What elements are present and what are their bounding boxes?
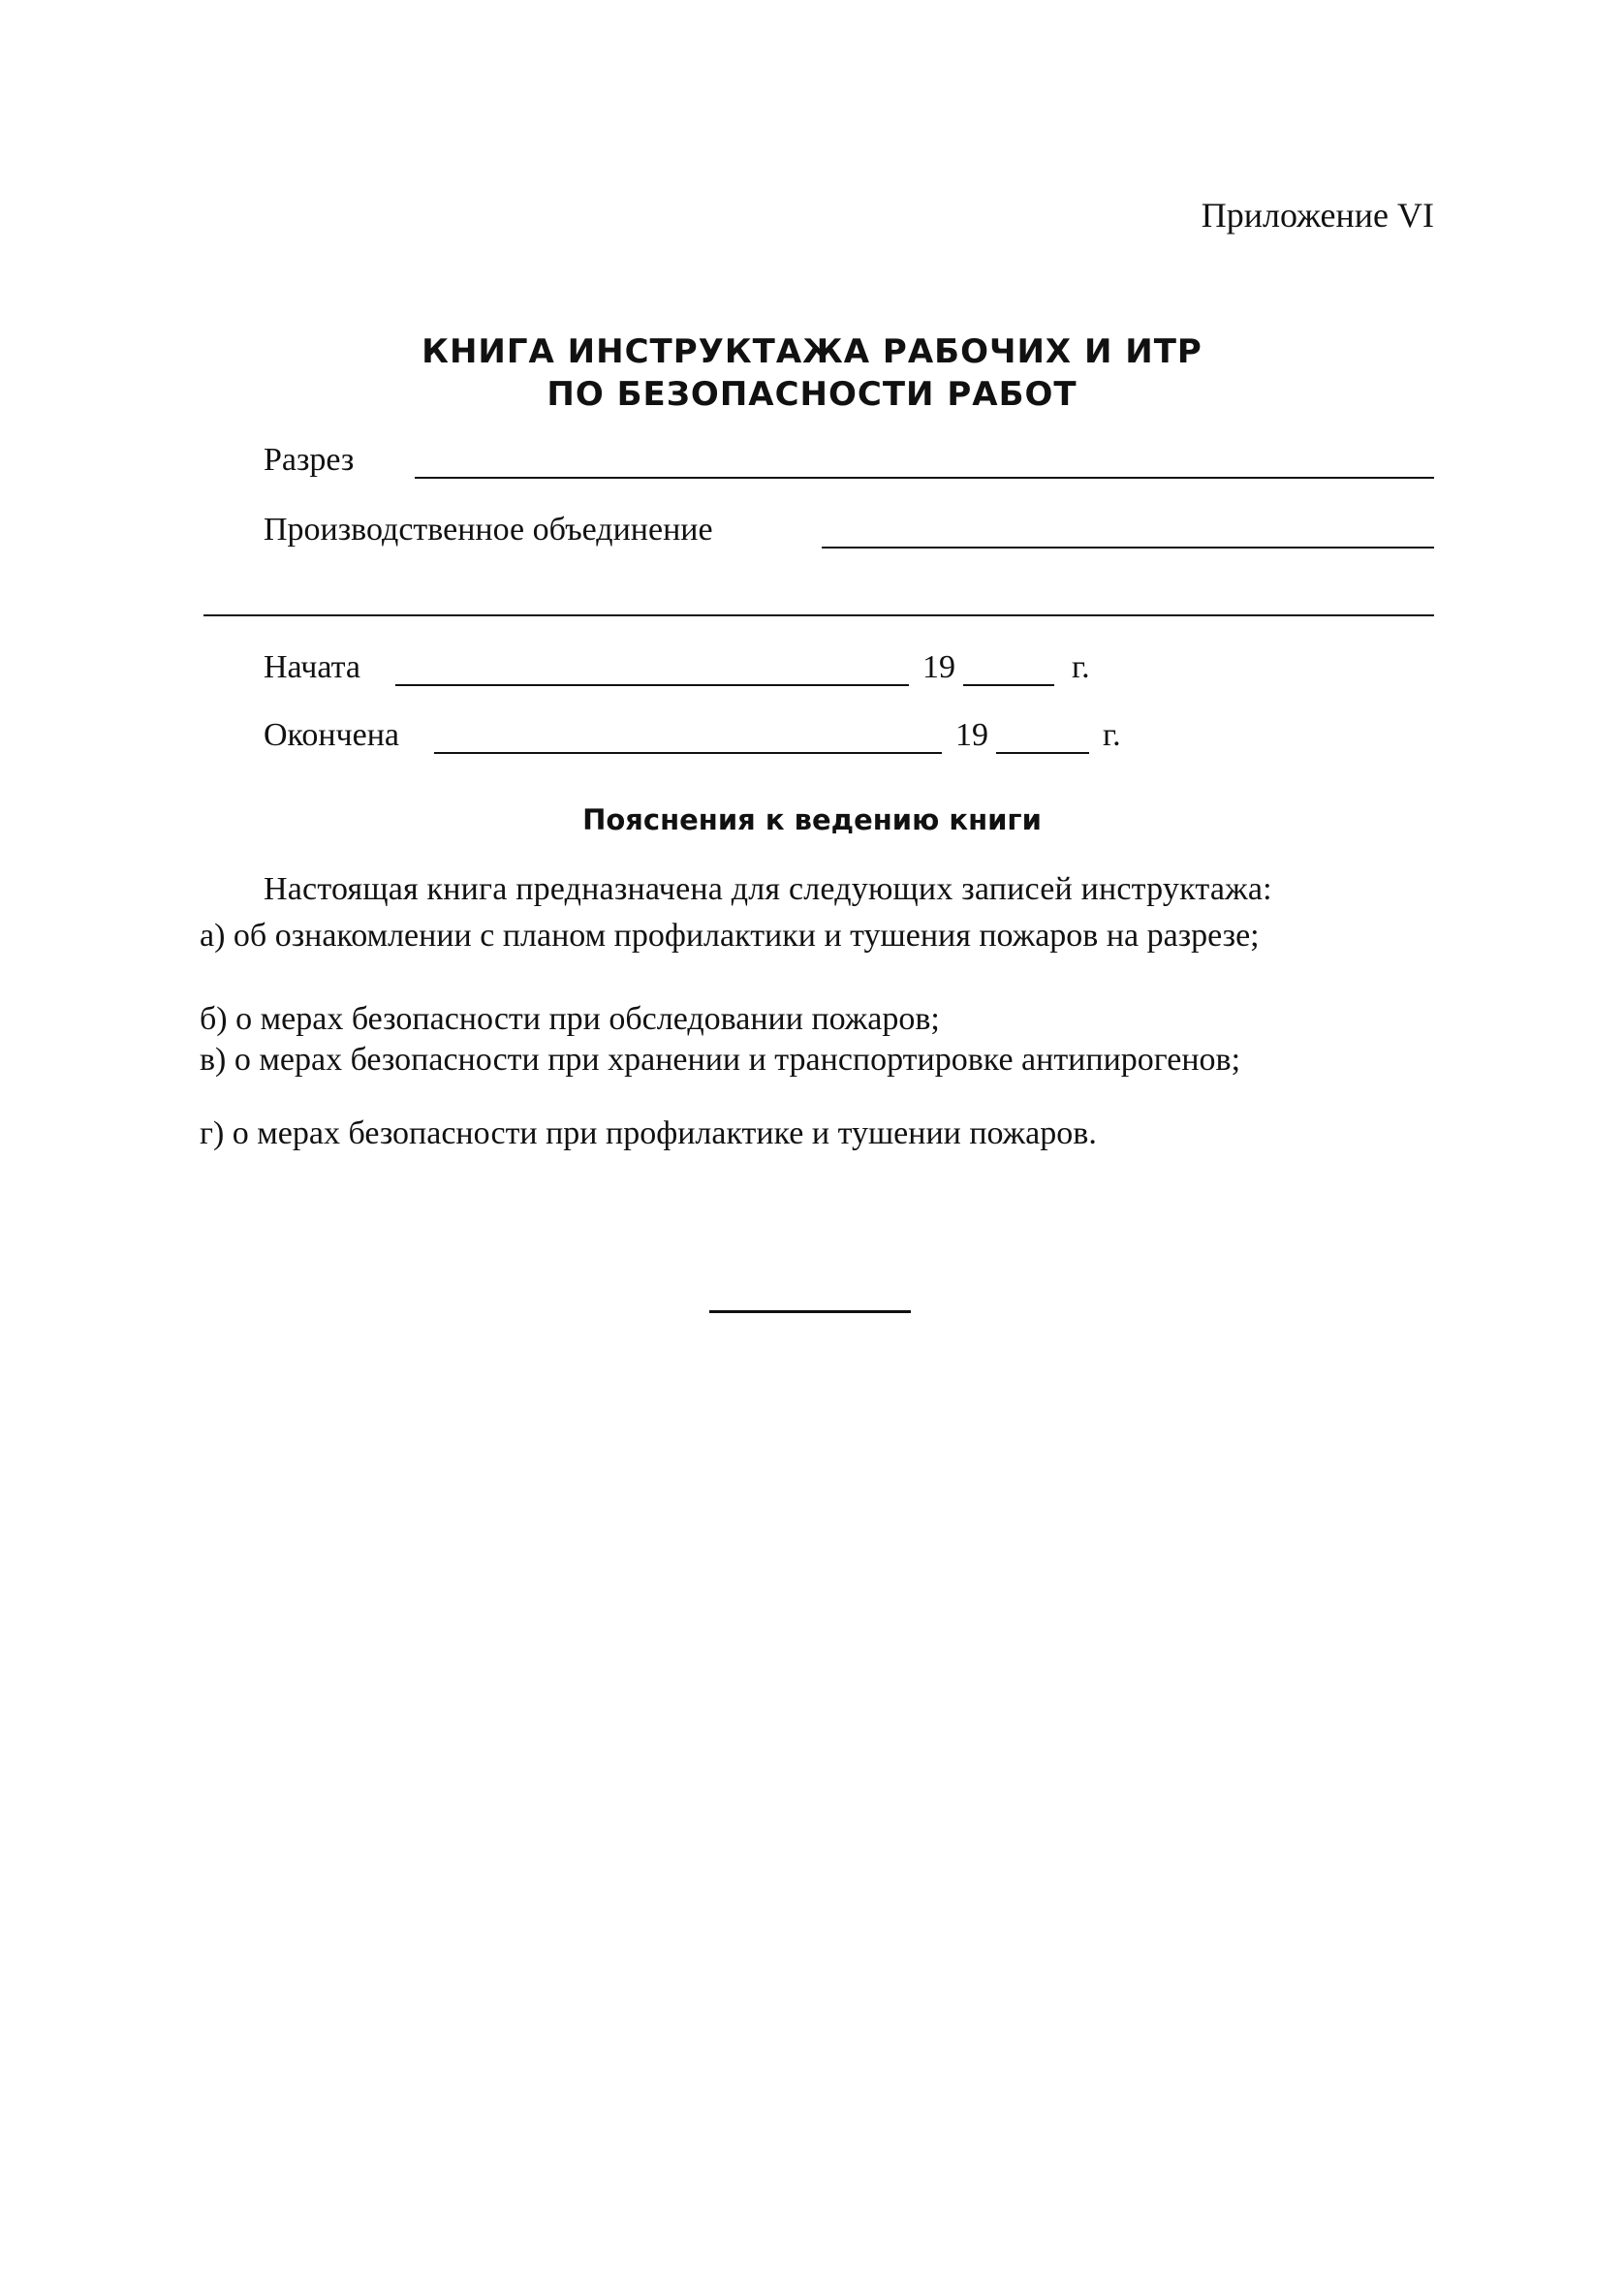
closing-rule bbox=[709, 1310, 911, 1313]
started-year-prefix: 19 bbox=[922, 649, 955, 685]
explanation-item-g bbox=[200, 1113, 1432, 1155]
association-continuation-line[interactable] bbox=[203, 614, 1434, 616]
ended-year-line[interactable] bbox=[996, 752, 1089, 754]
explanation-item-b bbox=[200, 998, 1432, 1041]
explanations-intro: Настоящая книга предназначена для следующих записей инструктажа: bbox=[264, 871, 1272, 907]
razrez-fill-line[interactable] bbox=[415, 477, 1434, 479]
explanation-item-a bbox=[200, 915, 1432, 957]
association-label: Производственное объединение bbox=[264, 512, 713, 548]
ended-year-prefix: 19 bbox=[955, 717, 988, 753]
document-title-line-2: ПО БЕЗОПАСНОСТИ РАБОТ bbox=[547, 375, 1077, 414]
explanation-item-v bbox=[200, 1039, 1432, 1082]
ended-label: Окончена bbox=[264, 717, 400, 753]
explanations-heading: Пояснения к ведению книги bbox=[582, 803, 1042, 836]
started-year-suffix: г. bbox=[1072, 649, 1090, 685]
explanation-item-v-text: в) о мерах безопасности при хранении и транспортировке антипирогенов; bbox=[200, 1042, 1241, 1078]
started-year-line[interactable] bbox=[963, 684, 1054, 686]
document-title-line-1: КНИГА ИНСТРУКТАЖА РАБОЧИХ И ИТР bbox=[422, 332, 1202, 371]
started-date-line[interactable] bbox=[395, 684, 909, 686]
association-fill-line[interactable] bbox=[822, 547, 1434, 549]
appendix-label: Приложение VI bbox=[1201, 196, 1434, 235]
razrez-label: Разрез bbox=[264, 442, 355, 478]
started-label: Начата bbox=[264, 649, 360, 685]
explanation-item-a-text: а) об ознакомлении с планом профилактики и тушения пожаров на разрезе; bbox=[200, 918, 1260, 954]
explanation-item-b-text: б) о мерах безопасности при обследовании пожаров; bbox=[200, 1001, 940, 1037]
explanation-item-g-text: г) о мерах безопасности при профилактике и тушении пожаров. bbox=[200, 1115, 1097, 1151]
ended-year-suffix: г. bbox=[1103, 717, 1121, 753]
ended-date-line[interactable] bbox=[434, 752, 942, 754]
